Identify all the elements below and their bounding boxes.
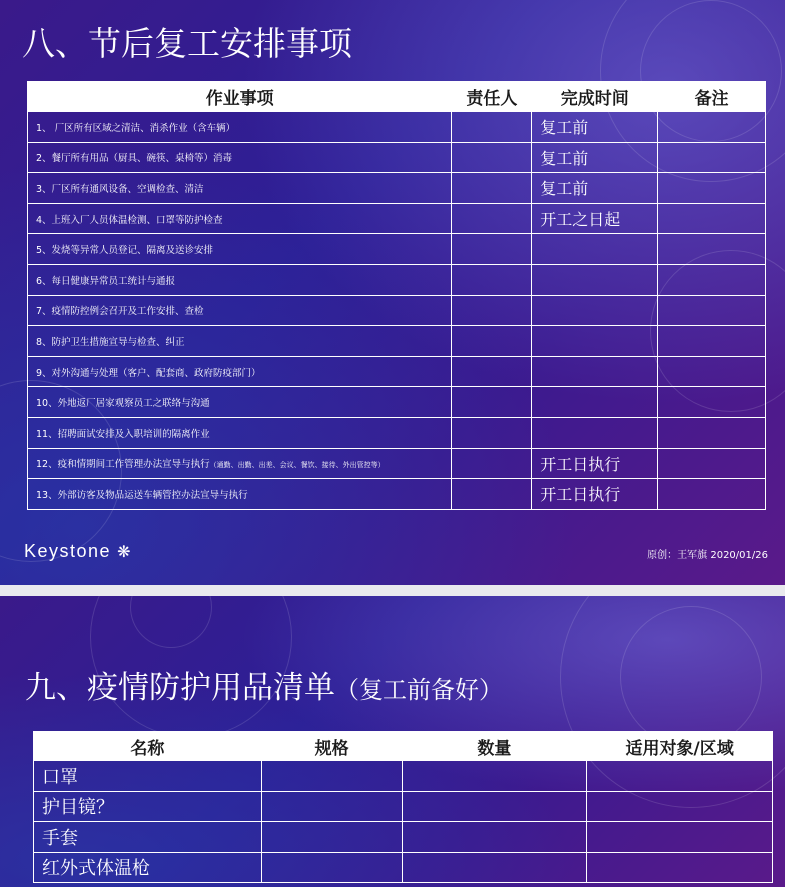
remarks-cell [658,203,766,234]
table-row [34,822,773,853]
logo-text: Keystone [24,541,112,561]
target-area-cell [587,791,773,822]
task-cell [28,142,452,173]
snowflake-icon: ❋ [117,544,132,561]
task-text: 13、外部访客及物品运送车辆管控办法宣导与执行 [36,489,248,501]
task-note: （通勤、出勤、出差、会议、餐饮、接待、外出管控等） [209,461,385,470]
remarks-cell [658,356,766,387]
task-text: 8、防护卫生措施宣导与检查、纠正 [36,336,185,348]
owner-cell [452,234,532,265]
supplies-table [33,731,773,883]
task-text: 2、餐厅所有用品（厨具、碗筷、桌椅等）消毒 [36,153,233,165]
remarks-cell [658,417,766,448]
completion-time-cell [532,234,658,265]
author-credit: 原创：王军旗 2020/01/26 [647,550,768,561]
task-text: 1、 厂区所有区域之清洁、消杀作业（含车辆） [36,122,236,134]
completion-time-cell: 复工前 [532,142,658,173]
completion-time-cell: 开工之日起 [532,203,658,234]
owner-cell [452,295,532,326]
remarks-cell [658,295,766,326]
completion-time-cell: 复工前 [532,112,658,143]
remarks-cell [658,173,766,204]
table-row [28,173,766,204]
spec-cell [261,761,402,792]
quantity-cell [402,761,587,792]
task-cell [28,387,452,418]
remarks-cell [658,264,766,295]
item-name-cell: 手套 [34,822,262,853]
task-text: 3、厂区所有通风设备、空调检查、清洁 [36,183,204,195]
task-text: 12、疫和情期间工作管理办法宣导与执行 [36,459,210,471]
page-title: 八、节后复工安排事项 [22,24,352,63]
column-header-target-area: 适用对象/区域 [587,732,773,761]
table-row [28,326,766,357]
owner-cell [452,448,532,479]
table-row [28,417,766,448]
task-cell [28,264,452,295]
keystone-logo [24,541,132,562]
column-header-completion-time: 完成时间 [532,82,658,112]
task-cell [28,234,452,265]
title-subtitle: （复工前备好） [335,676,503,704]
task-text: 5、发烧等异常人员登记、隔离及送诊安排 [36,245,214,257]
remarks-cell [658,387,766,418]
spec-cell [261,822,402,853]
quantity-cell [402,852,587,883]
task-cell [28,326,452,357]
spec-cell [261,791,402,822]
target-area-cell [587,822,773,853]
work-arrangement-table [27,81,766,510]
task-text: 11、招聘面试安排及入职培训的隔离作业 [36,428,210,440]
completion-time-cell [532,356,658,387]
table-row [28,295,766,326]
column-header-owner: 责任人 [452,82,532,112]
table-row [28,264,766,295]
completion-time-cell: 开工日执行 [532,479,658,510]
completion-time-cell [532,295,658,326]
remarks-cell [658,112,766,143]
completion-time-cell [532,264,658,295]
remarks-cell [658,142,766,173]
remarks-cell [658,479,766,510]
table-row [34,761,773,792]
item-name-cell: 红外式体温枪 [34,852,262,883]
completion-time-cell [532,387,658,418]
task-cell [28,295,452,326]
completion-time-cell: 复工前 [532,173,658,204]
decorative-circle [620,606,762,748]
column-header-spec: 规格 [261,732,402,761]
table-row [28,387,766,418]
column-header-quantity: 数量 [402,732,587,761]
task-text: 10、外地返厂居家观察员工之联络与沟通 [36,398,210,410]
table-row [28,203,766,234]
owner-cell [452,264,532,295]
quantity-cell [402,822,587,853]
column-header-name: 名称 [34,732,262,761]
task-cell [28,203,452,234]
table-row [28,112,766,143]
spec-cell [261,852,402,883]
owner-cell [452,142,532,173]
completion-time-cell [532,417,658,448]
page-title [25,662,503,707]
task-cell [28,173,452,204]
title-main: 九、疫情防护用品清单 [25,670,335,706]
task-text: 9、对外沟通与处理（客户、配套商、政府防疫部门） [36,367,261,379]
target-area-cell [587,852,773,883]
remarks-cell [658,448,766,479]
remarks-cell [658,234,766,265]
owner-cell [452,356,532,387]
task-cell [28,479,452,510]
task-cell [28,112,452,143]
table-row [28,142,766,173]
task-cell [28,448,452,479]
task-text: 4、上班入厂人员体温检测、口罩等防护检查 [36,214,223,226]
table-row [28,448,766,479]
completion-time-cell [532,326,658,357]
table-row [34,852,773,883]
quantity-cell [402,791,587,822]
remarks-cell [658,326,766,357]
owner-cell [452,203,532,234]
target-area-cell [587,761,773,792]
owner-cell [452,173,532,204]
table-row [28,479,766,510]
task-text: 7、疫情防控例会召开及工作安排、查检 [36,306,204,318]
column-header-task: 作业事项 [28,82,452,112]
table-header-row [34,732,773,761]
task-cell [28,356,452,387]
task-text: 6、每日健康异常员工统计与通报 [36,275,176,287]
item-name-cell: 口罩 [34,761,262,792]
owner-cell [452,326,532,357]
table-row [28,356,766,387]
table-row [34,791,773,822]
owner-cell [452,417,532,448]
owner-cell [452,387,532,418]
table-row [28,234,766,265]
task-cell [28,417,452,448]
table-header-row [28,82,766,112]
item-name-cell: 护目镜？ [34,791,262,822]
owner-cell [452,479,532,510]
owner-cell [452,112,532,143]
column-header-remarks: 备注 [658,82,766,112]
completion-time-cell: 开工日执行 [532,448,658,479]
slide-protective-supplies [0,596,785,887]
